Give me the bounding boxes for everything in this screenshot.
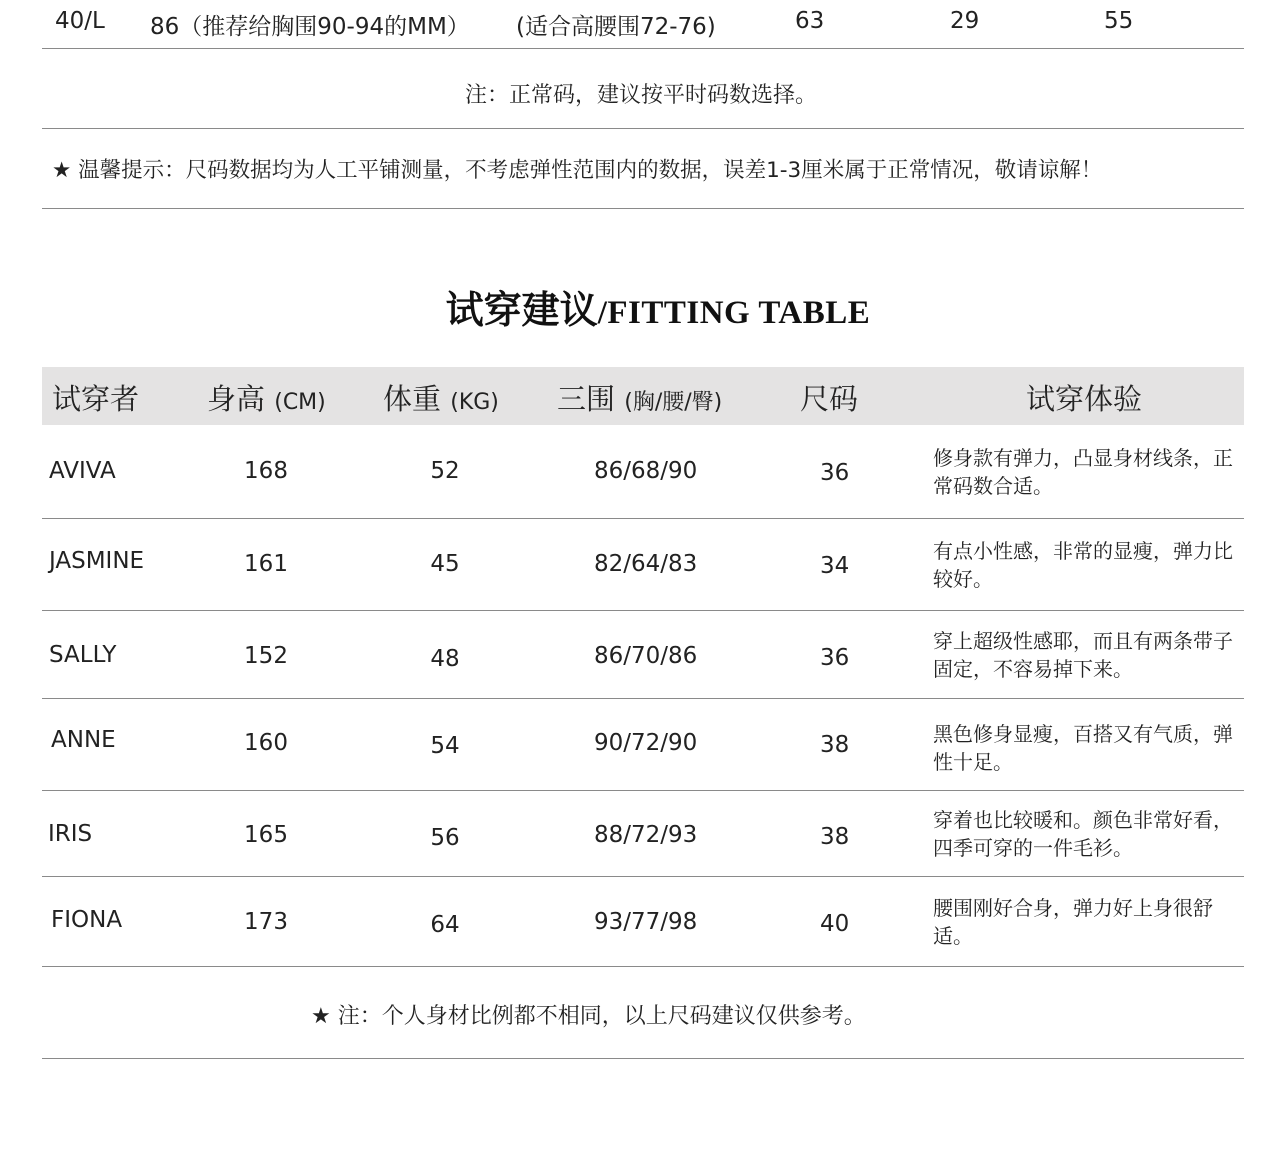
cell-size: 34 <box>820 553 850 579</box>
header-weight-unit: (KG) <box>450 390 499 415</box>
cell-name: SALLY <box>49 642 117 668</box>
cell-measurements: 93/77/98 <box>594 909 698 935</box>
cell-name: AVIVA <box>49 458 116 484</box>
cell-size: 38 <box>820 824 850 850</box>
divider <box>42 128 1244 129</box>
cell-measurements: 86/68/90 <box>594 458 698 484</box>
divider <box>42 610 1244 611</box>
size-note: 注：正常码，建议按平时码数选择。 <box>465 83 818 108</box>
divider <box>42 876 1244 877</box>
header-height-label: 身高 <box>207 382 266 416</box>
cell-height: 165 <box>244 822 288 848</box>
cell-name: IRIS <box>48 821 93 847</box>
cell-name: ANNE <box>51 727 116 753</box>
cell-weight: 64 <box>430 912 460 938</box>
size-value-1: 63 <box>795 8 825 34</box>
divider <box>42 208 1244 209</box>
divider <box>42 518 1244 519</box>
cell-height: 152 <box>244 643 288 669</box>
size-label: 40/L <box>55 8 105 34</box>
cell-weight: 48 <box>430 646 460 672</box>
cell-measurements: 88/72/93 <box>594 822 698 848</box>
header-tester: 试穿者 <box>52 382 140 416</box>
divider <box>42 698 1244 699</box>
cell-experience: 穿着也比较暖和。颜色非常好看，四季可穿的一件毛衫。 <box>933 808 1233 860</box>
size-value-3: 55 <box>1104 8 1134 34</box>
cell-weight: 54 <box>430 733 460 759</box>
title-cn: 试穿建议 <box>445 288 598 332</box>
cell-weight: 45 <box>430 551 460 577</box>
cell-height: 161 <box>244 551 288 577</box>
header-height <box>207 377 326 418</box>
cell-weight: 56 <box>430 825 460 851</box>
measurement-tip: ★ 温馨提示：尺码数据均为人工平铺测量，不考虑弹性范围内的数据，误差1-3厘米属于正常情况，敬请谅解！ <box>52 158 1103 183</box>
cell-experience: 修身款有弹力，凸显身材线条，正常码数合适。 <box>933 446 1233 498</box>
cell-measurements: 86/70/86 <box>594 643 698 669</box>
cell-height: 160 <box>244 730 288 756</box>
header-measurements-label: 三围 <box>557 382 616 416</box>
cell-experience: 黑色修身显瘦，百搭又有气质，弹性十足。 <box>933 722 1233 774</box>
size-bust: 86（推荐给胸围90-94的MM） <box>150 14 470 40</box>
cell-name: FIONA <box>51 907 123 933</box>
cell-size: 38 <box>820 732 850 758</box>
size-value-2: 29 <box>950 8 980 34</box>
header-experience: 试穿体验 <box>1026 382 1143 416</box>
header-weight-label: 体重 <box>383 382 442 416</box>
cell-height: 173 <box>244 909 288 935</box>
header-measurements-unit: (胸/腰/臀) <box>624 390 723 415</box>
cell-experience: 腰围刚好合身，弹力好上身很舒适。 <box>933 896 1213 948</box>
cell-measurements: 82/64/83 <box>594 551 698 577</box>
title-en: /FITTING TABLE <box>597 295 871 331</box>
cell-measurements: 90/72/90 <box>594 730 698 756</box>
divider <box>42 966 1244 967</box>
cell-size: 36 <box>820 460 850 486</box>
cell-size: 40 <box>820 911 850 937</box>
cell-experience: 有点小性感，非常的显瘦，弹力比较好。 <box>933 539 1233 591</box>
fitting-table-title <box>0 279 1280 334</box>
divider <box>42 48 1244 49</box>
header-weight <box>383 377 499 418</box>
cell-experience: 穿上超级性感耶，而且有两条带子固定，不容易掉下来。 <box>933 629 1233 681</box>
header-size: 尺码 <box>800 382 859 416</box>
cell-height: 168 <box>244 458 288 484</box>
cell-name: JASMINE <box>49 548 145 574</box>
cell-size: 36 <box>820 645 850 671</box>
fitting-footnote: ★ 注：个人身材比例都不相同，以上尺码建议仅供参考。 <box>311 1004 866 1029</box>
divider <box>42 1058 1244 1059</box>
size-waist: (适合高腰围72-76) <box>516 14 716 40</box>
divider <box>42 790 1244 791</box>
cell-weight: 52 <box>430 458 460 484</box>
header-height-unit: (CM) <box>274 390 326 415</box>
header-measurements <box>557 377 722 418</box>
